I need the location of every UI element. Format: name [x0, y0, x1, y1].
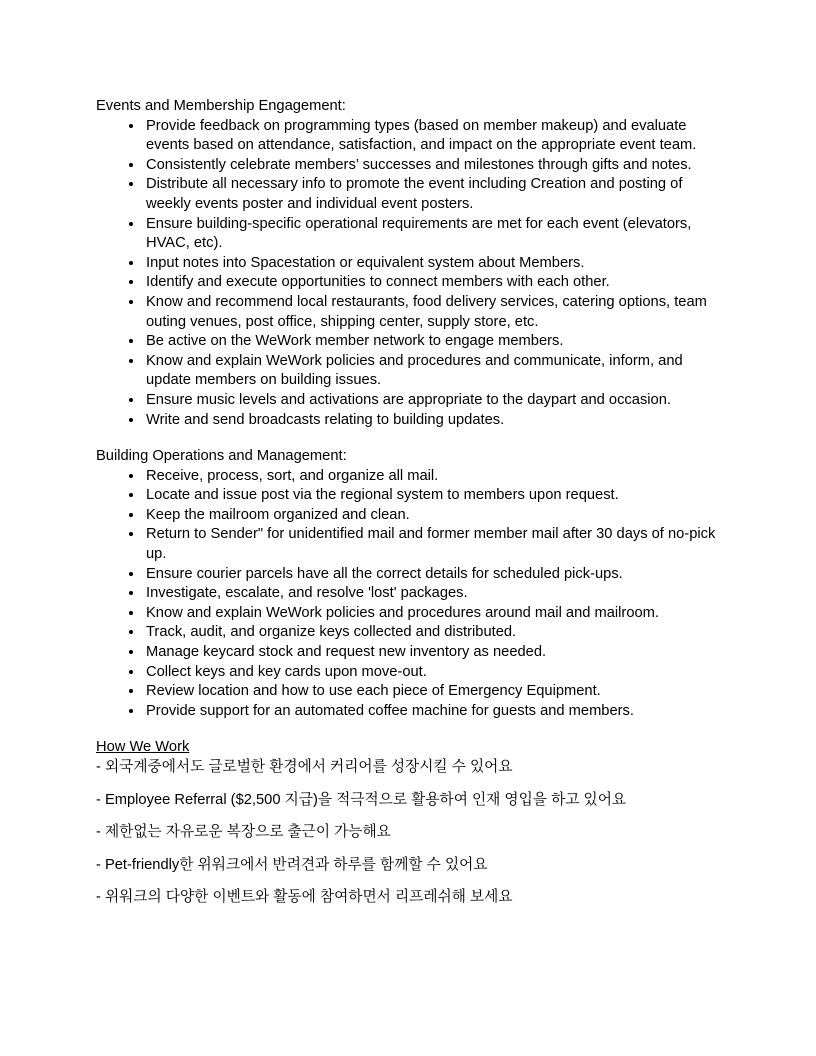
bullet-item: • Input notes into Spacestation or equivalent system about Members. — [144, 254, 720, 274]
bullet-item: • Be active on the WeWork member network to engage members. — [144, 332, 720, 352]
section-building-operations — [96, 447, 720, 721]
bullet-item: • Identify and execute opportunities to connect members with each other. — [144, 273, 720, 293]
bullet-item: • Distribute all necessary info to promote the event including Creation and posting of weekly events poster and individual event posters. — [144, 175, 720, 214]
bullet-item: • Investigate, escalate, and resolve 'lost' packages. — [144, 584, 720, 604]
bullet-item: • Ensure music levels and activations are appropriate to the daypart and occasion. — [144, 391, 720, 411]
events-membership-bullet-list — [96, 117, 720, 431]
section-events-membership — [96, 97, 720, 430]
bullet-item: • Locate and issue post via the regional system to members upon request. — [144, 486, 720, 506]
bullet-item: • Keep the mailroom organized and clean. — [144, 506, 720, 526]
how-we-work-heading: How We Work — [96, 739, 190, 756]
how-we-work-line: - 제한없는 자유로운 복장으로 출근이 가능해요 — [96, 824, 391, 841]
bullet-item: • Know and recommend local restaurants, food delivery services, catering options, team outing venues, post office, shipping center, supply store, etc. — [144, 293, 720, 332]
section-heading-building-operations: Building Operations and Management: — [96, 448, 347, 465]
bullet-item: • Track, audit, and organize keys collected and distributed. — [144, 623, 720, 643]
how-we-work-line: - Pet-friendly한 위워크에서 반려견과 하루를 함께할 수 있어요 — [96, 856, 488, 873]
bullet-item: • Know and explain WeWork policies and procedures and communicate, inform, and update members on building issues. — [144, 352, 720, 391]
bullet-item: • Review location and how to use each piece of Emergency Equipment. — [144, 682, 720, 702]
bullet-item: • Return to Sender" for unidentified mail and former member mail after 30 days of no-pick up. — [144, 525, 720, 564]
bullet-item: • Ensure courier parcels have all the correct details for scheduled pick-ups. — [144, 565, 720, 585]
bullet-item: • Ensure building-specific operational requirements are met for each event (elevators, HVAC, etc). — [144, 215, 720, 254]
bullet-item: • Collect keys and key cards upon move-out. — [144, 663, 720, 683]
bullet-item: • Provide feedback on programming types (based on member makeup) and evaluate events based on attendance, satisfaction, and impact on the appropriate event team. — [144, 117, 720, 156]
bullet-item: • Consistently celebrate members’ successes and milestones through gifts and notes. — [144, 156, 720, 176]
bullet-item: • Manage keycard stock and request new inventory as needed. — [144, 643, 720, 663]
how-we-work-lines — [96, 758, 720, 908]
section-heading-events-membership: Events and Membership Engagement: — [96, 98, 346, 114]
bullet-item: • Provide support for an automated coffee machine for guests and members. — [144, 702, 720, 722]
building-operations-bullet-list — [96, 467, 720, 722]
how-we-work-line: - 외국계중에서도 글로벌한 환경에서 커리어를 성장시킬 수 있어요 — [96, 759, 513, 775]
how-we-work-line: - Employee Referral ($2,500 지급)을 적극적으로 활용하여 인재 영입을 하고 있어요 — [96, 791, 627, 808]
bullet-item: • Know and explain WeWork policies and procedures around mail and mailroom. — [144, 604, 720, 624]
bullet-item: • Receive, process, sort, and organize all mail. — [144, 467, 720, 487]
bullet-item: • Write and send broadcasts relating to building updates. — [144, 411, 720, 431]
how-we-work-line: - 위워크의 다양한 이벤트와 활동에 참여하면서 리프레쉬해 보세요 — [96, 889, 513, 906]
section-how-we-work — [96, 738, 720, 908]
